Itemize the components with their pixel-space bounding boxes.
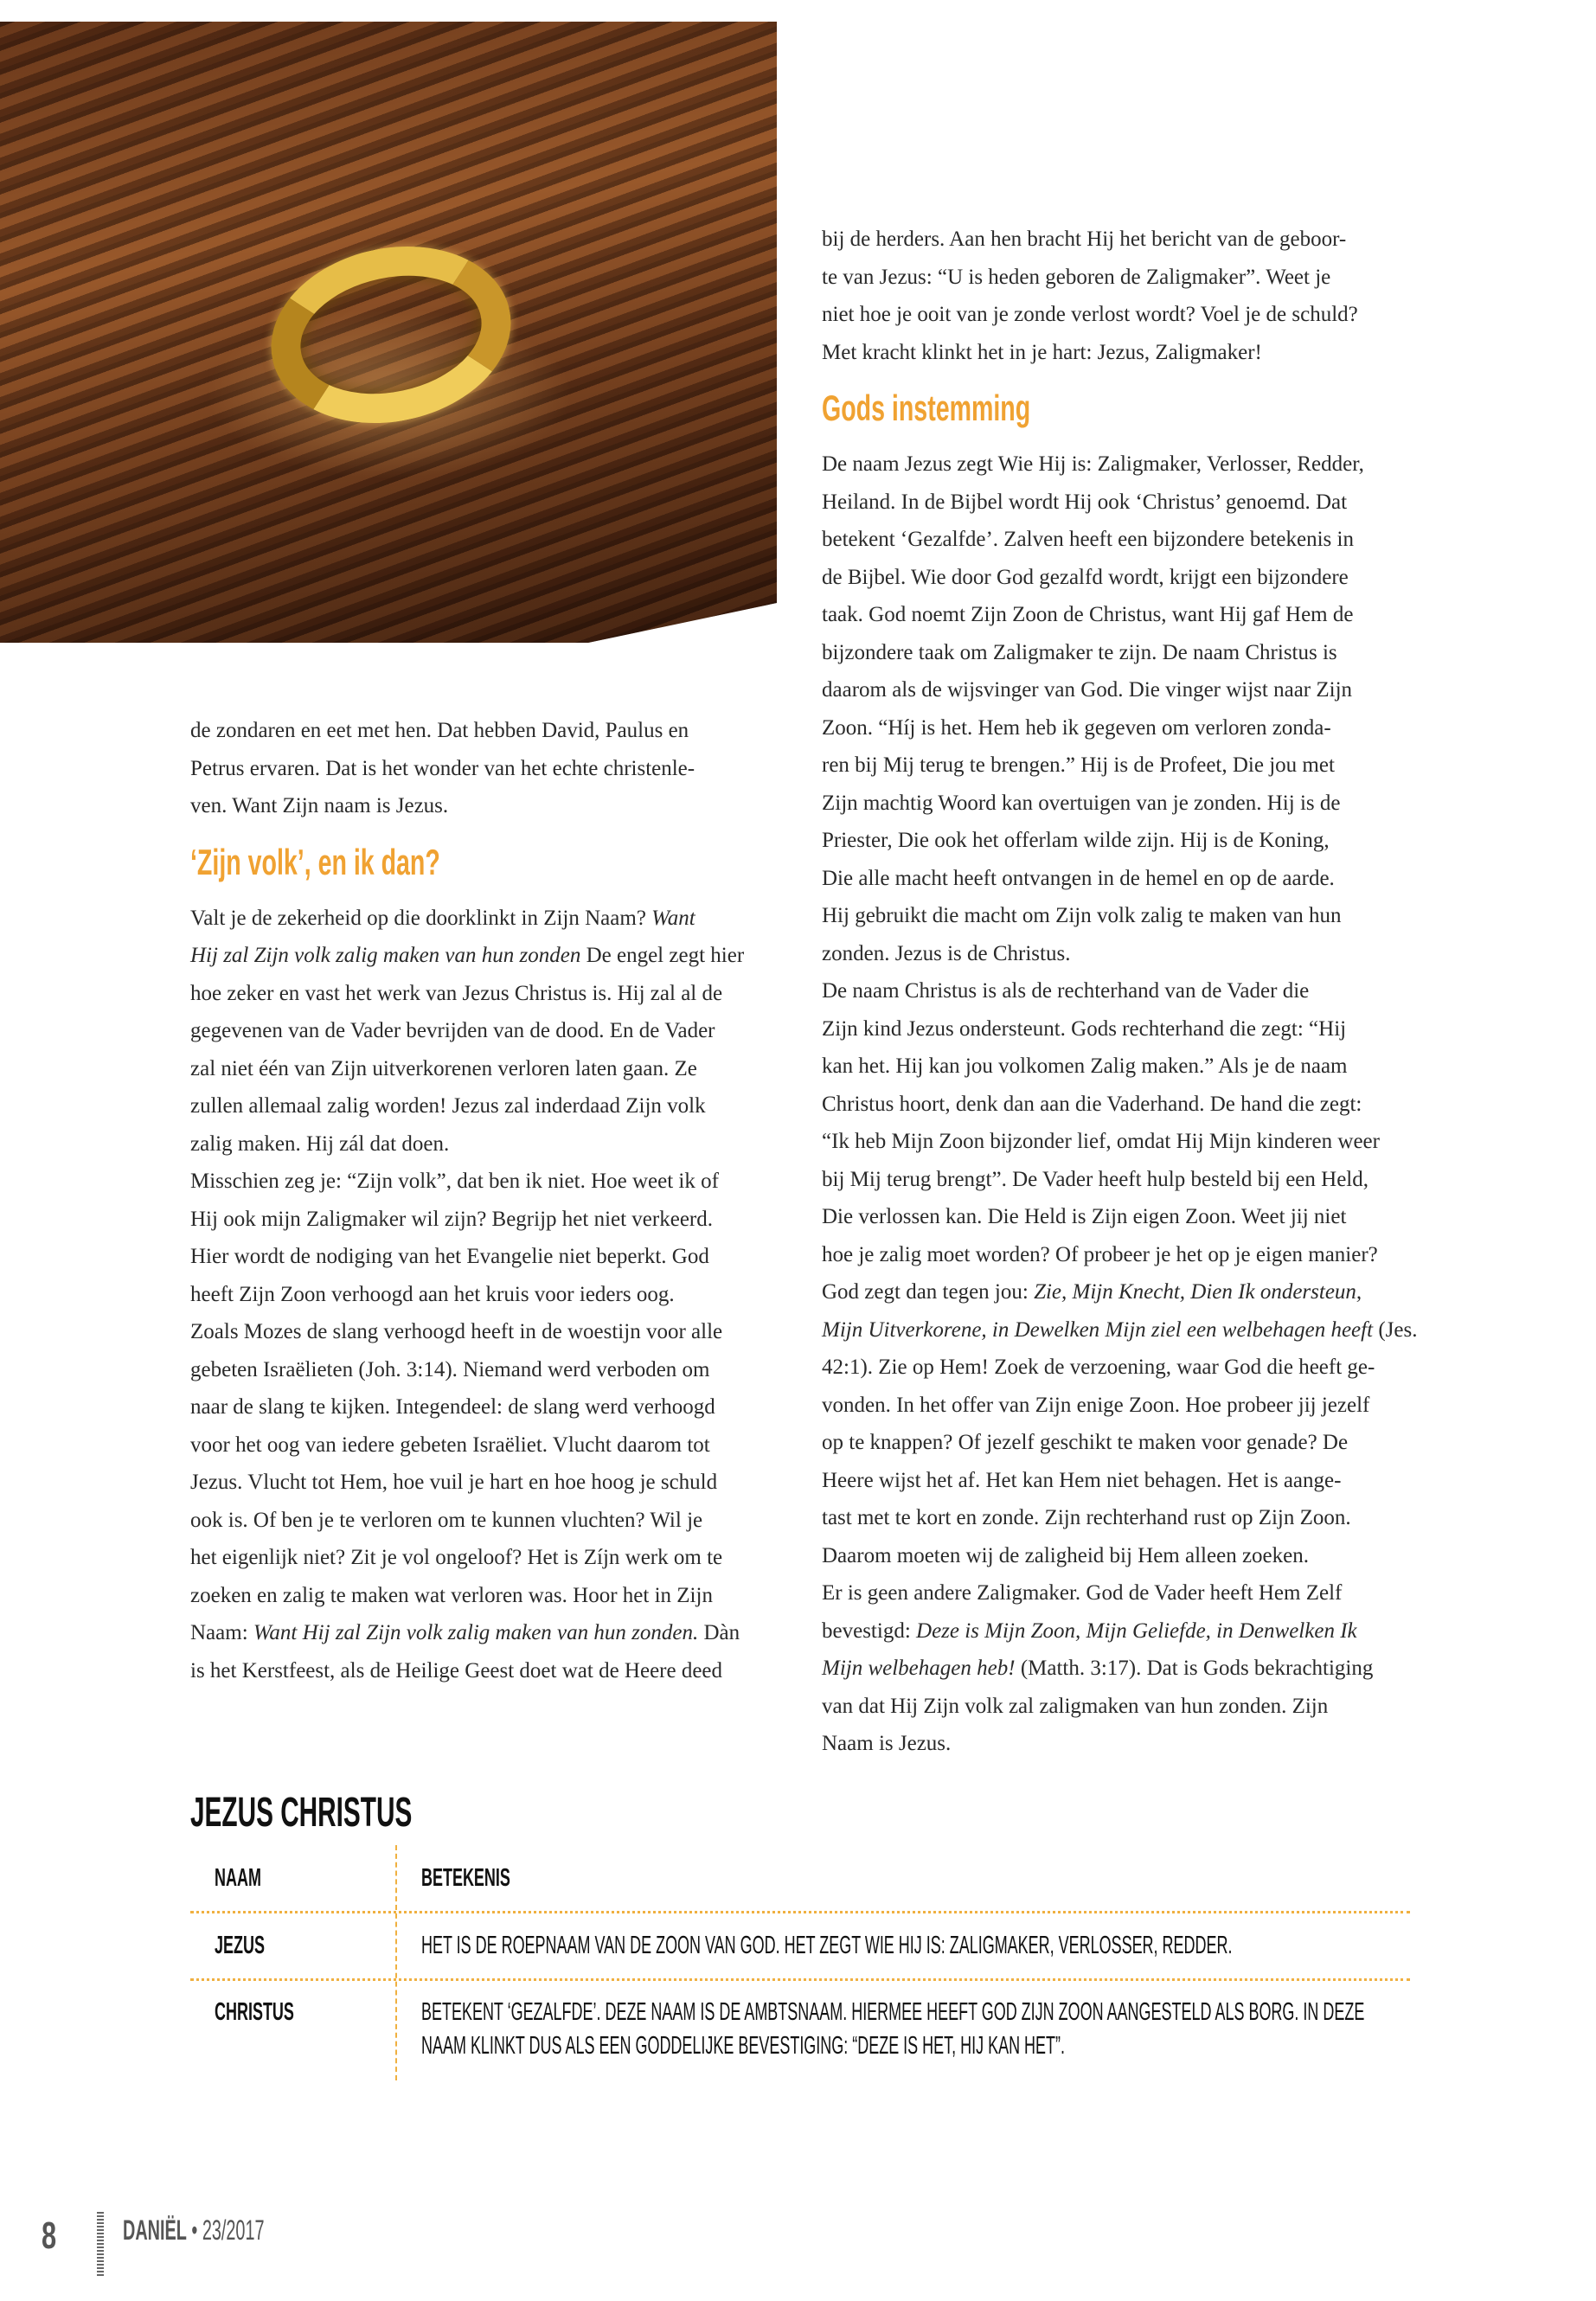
- text-line: Petrus ervaren. Dat is het wonder van het echte christenle-: [190, 756, 695, 780]
- text-line: Christus hoort, denk dan aan die Vaderhand. De hand die zegt:: [822, 1092, 1362, 1116]
- text-line: Jezus. Vlucht tot Hem, hoe vuil je hart en hoe hoog je schuld: [190, 1471, 718, 1494]
- text-line: Die alle macht heeft ontvangen in de hemel en op de aarde.: [822, 866, 1335, 890]
- text-line: [190, 900, 787, 938]
- text-line: daarom als de wijsvinger van God. Die vinger wijst naar Zijn: [822, 678, 1353, 702]
- text-line: gegevenen van de Vader bevrijden van de dood. En de Vader: [190, 1019, 715, 1042]
- text-line: Misschien zeg je: “Zijn volk”, dat ben ik niet. Hoe weet ik of: [190, 1170, 719, 1193]
- section-heading: ‘Zijn volk’, en ik dan?: [190, 841, 440, 882]
- table-title-text: JEZUS CHRISTUS: [190, 1790, 413, 1836]
- text-line: [822, 1612, 1419, 1650]
- text-line: Hij ook mijn Zaligmaker wil zijn? Begrijp het niet verkeerd.: [190, 1207, 713, 1231]
- left-column: [190, 712, 787, 1689]
- text-line: Met kracht klinkt het in je hart: Jezus, Zaligmaker!: [822, 340, 1262, 364]
- page-number: 8: [42, 2214, 57, 2257]
- name-meaning-table: [190, 1845, 1410, 2080]
- text-line: zullen allemaal zalig worden! Jezus zal inderdaad Zijn volk: [190, 1094, 706, 1118]
- article-photo-ring-on-wood: [0, 22, 777, 643]
- paragraph: [822, 221, 1419, 371]
- table-title: [190, 1789, 548, 1836]
- text-segment: (Jes.: [1373, 1317, 1418, 1342]
- text-line: het eigenlijk niet? Zit je vol ongeloof? Het is Zíjn werk om te: [190, 1546, 723, 1569]
- text-line: [822, 1273, 1419, 1311]
- text-segment: Valt je de zekerheid op die doorklinkt in Zijn Naam?: [190, 906, 652, 930]
- text-line: hoe je zalig moet worden? Of probeer je het op je eigen manier?: [822, 1242, 1378, 1266]
- row-name-christus: CHRISTUS: [215, 1998, 294, 2026]
- text-line: Zoon. “Híj is het. Hem heb ik gegeven om verloren zonda-: [822, 715, 1331, 740]
- issue-number: 23/2017: [202, 2214, 265, 2246]
- text-line: Heere wijst het af. Het kan Hem niet behagen. Het is aange-: [822, 1468, 1342, 1492]
- text-line: Hij gebruikt die macht om Zijn volk zalig te maken van hun: [822, 904, 1342, 927]
- text-line: [822, 1311, 1419, 1349]
- text-line: hoe zeker en vast het werk van Jezus Christus is. Hij zal al de: [190, 981, 723, 1005]
- text-segment: Dàn: [698, 1621, 740, 1644]
- text-line: zalig maken. Hij zál dat doen.: [190, 1131, 450, 1156]
- row-divider: [190, 1978, 1410, 1981]
- text-line: bij Mij terug brengt”. De Vader heeft hulp besteld bij een Held,: [822, 1167, 1368, 1191]
- italic-quote: Deze is Mijn Zoon, Mijn Geliefde, in Denwelken Ik: [916, 1618, 1357, 1643]
- footer-publication: [123, 2214, 351, 2247]
- row-name-jezus: JEZUS: [215, 1932, 265, 1959]
- text-line: Zijn kind Jezus ondersteunt. Gods rechterhand die zegt: “Hij: [822, 1016, 1347, 1041]
- gold-ring: [254, 225, 527, 445]
- text-line: zoeken en zalig te maken wat verloren was. Hoor het in Zijn: [190, 1583, 713, 1607]
- text-line: naar de slang te kijken. Integendeel: de slang werd verhoogd: [190, 1395, 715, 1419]
- row-divider: [190, 1911, 1410, 1913]
- text-line: Er is geen andere Zaligmaker. God de Vader heeft Hem Zelf: [822, 1581, 1343, 1605]
- italic-quote: Mijn welbehagen heb!: [822, 1657, 1016, 1680]
- italic-quote: Want Hij zal Zijn volk zalig maken van hun zonden.: [253, 1621, 699, 1644]
- paragraph: [190, 900, 787, 1690]
- text-line: [822, 1650, 1419, 1688]
- text-line: Naam is Jezus.: [822, 1732, 952, 1755]
- separator-dot: •: [191, 2214, 198, 2246]
- text-line: voor het oog van iedere gebeten Israëliet. Vlucht daarom tot: [190, 1433, 710, 1457]
- text-line: ook is. Of ben je te verloren om te kunnen vluchten? Wil je: [190, 1508, 703, 1532]
- header-betekenis: BETEKENIS: [421, 1864, 510, 1892]
- text-line: Priester, Die ook het offerlam wilde zijn. Hij is de Koning,: [822, 829, 1330, 852]
- text-line: bij de herders. Aan hen bracht Hij het bericht van de geboor-: [822, 228, 1347, 251]
- text-line: Die verlossen kan. Die Held is Zijn eigen Zoon. Weet jij niet: [822, 1205, 1347, 1228]
- text-line: van dat Hij Zijn volk zal zaligmaken van hun zonden. Zijn: [822, 1694, 1329, 1718]
- text-line: vonden. In het offer van Zijn enige Zoon. Hoe probeer jij jezelf: [822, 1393, 1370, 1417]
- text-segment: Naam:: [190, 1621, 253, 1644]
- text-segment: bevestigd:: [822, 1618, 917, 1643]
- header-naam: NAAM: [215, 1864, 261, 1892]
- footer-hatch-divider: [97, 2212, 104, 2277]
- text-line: is het Kerstfeest, als de Heilige Geest doet wat de Heere deed: [190, 1658, 723, 1682]
- text-line: gebeten Israëlieten (Joh. 3:14). Niemand werd verboden om: [190, 1357, 710, 1381]
- text-line: zonden. Jezus is de Christus.: [822, 941, 1071, 965]
- text-line: bijzondere taak om Zaligmaker te zijn. De naam Christus is: [822, 640, 1337, 664]
- publication-name: DANIËL: [123, 2214, 187, 2246]
- italic-quote: Hij zal Zijn volk zalig maken van hun zonden: [190, 944, 581, 967]
- text-line: de Bijbel. Wie door God gezalfd wordt, krijgt een bijzondere: [822, 565, 1349, 589]
- text-line: heeft Zijn Zoon verhoogd aan het kruis voor ieders oog.: [190, 1282, 675, 1306]
- text-line: ven. Want Zijn naam is Jezus.: [190, 794, 449, 817]
- text-line: Hier wordt de nodiging van het Evangelie niet beperkt. God: [190, 1245, 709, 1268]
- text-line: Daarom moeten wij de zaligheid bij Hem alleen zoeken.: [822, 1543, 1309, 1567]
- text-line: Zijn machtig Woord kan overtuigen van je zonden. Hij is de: [822, 791, 1341, 815]
- row-meaning-jezus: HET IS DE ROEPNAAM VAN DE ZOON VAN GOD. HET ZEGT WIE HIJ IS: ZALIGMAKER, VERLOSSER, REDDER.: [421, 1932, 1233, 1959]
- row-meaning-christus: BETEKENT ‘GEZALFDE’. DEZE NAAM IS DE AMBTSNAAM. HIERMEE HEEFT GOD ZIJN ZOON AANGESTELD ALS BORG. IN DEZE: [421, 1998, 1365, 2026]
- text-line: [190, 937, 787, 975]
- text-line: taak. God noemt Zijn Zoon de Christus, want Hij gaf Hem de: [822, 603, 1354, 626]
- italic-quote: Zie, Mijn Knecht, Dien Ik ondersteun,: [1034, 1280, 1362, 1304]
- text-line: op te knappen? Of jezelf geschikt te maken voor genade? De: [822, 1431, 1349, 1454]
- text-line: niet hoe je ooit van je zonde verlost wordt? Voel je de schuld?: [822, 303, 1358, 326]
- paragraph: [190, 712, 787, 825]
- italic-quote: Mijn Uitverkorene, in Dewelken Mijn ziel een welbehagen heeft: [822, 1317, 1374, 1342]
- text-line: Zoals Mozes de slang verhoogd heeft in de woestijn voor alle: [190, 1320, 723, 1343]
- text-line: te van Jezus: “U is heden geboren de Zaligmaker”. Weet je: [822, 265, 1331, 289]
- text-segment: De engel zegt hier: [580, 944, 745, 967]
- section-heading: Gods instemming: [822, 388, 1031, 428]
- paragraph: [822, 445, 1419, 1763]
- text-line: De naam Christus is als de rechterhand van de Vader die: [822, 979, 1310, 1003]
- text-line: kan het. Hij kan jou volkomen Zalig maken.” Als je de naam: [822, 1054, 1348, 1078]
- column-divider: [395, 1845, 397, 2080]
- text-line: ren bij Mij terug te brengen.” Hij is de Profeet, Die jou met: [822, 753, 1335, 777]
- text-segment: God zegt dan tegen jou:: [822, 1280, 1035, 1304]
- text-line: Heiland. In de Bijbel wordt Hij ook ‘Christus’ genoemd. Dat: [822, 490, 1348, 514]
- text-line: De naam Jezus zegt Wie Hij is: Zaligmaker, Verlosser, Redder,: [822, 452, 1364, 476]
- text-line: tast met te kort en zonde. Zijn rechterhand rust op Zijn Zoon.: [822, 1506, 1351, 1529]
- row-meaning-christus-cont: NAAM KLINKT DUS ALS EEN GODDELIJKE BEVESTIGING: “DEZE IS HET, HIJ KAN HET”.: [421, 2032, 1066, 2060]
- text-segment: (Matth. 3:17). Dat is Gods bekrachtiging: [1015, 1657, 1374, 1680]
- text-line: betekent ‘Gezalfde’. Zalven heeft een bijzondere betekenis in: [822, 528, 1354, 551]
- text-line: de zondaren en eet met hen. Dat hebben David, Paulus en: [190, 719, 689, 742]
- text-line: “Ik heb Mijn Zoon bijzonder lief, omdat Hij Mijn kinderen weer: [822, 1130, 1380, 1153]
- right-column: [822, 221, 1419, 1763]
- text-line: [190, 1614, 787, 1652]
- text-line: zal niet één van Zijn uitverkorenen verloren laten gaan. Ze: [190, 1056, 697, 1080]
- text-line: 42:1). Zie op Hem! Zoek de verzoening, waar God die heeft ge-: [822, 1356, 1375, 1379]
- italic-quote: Want: [651, 906, 695, 930]
